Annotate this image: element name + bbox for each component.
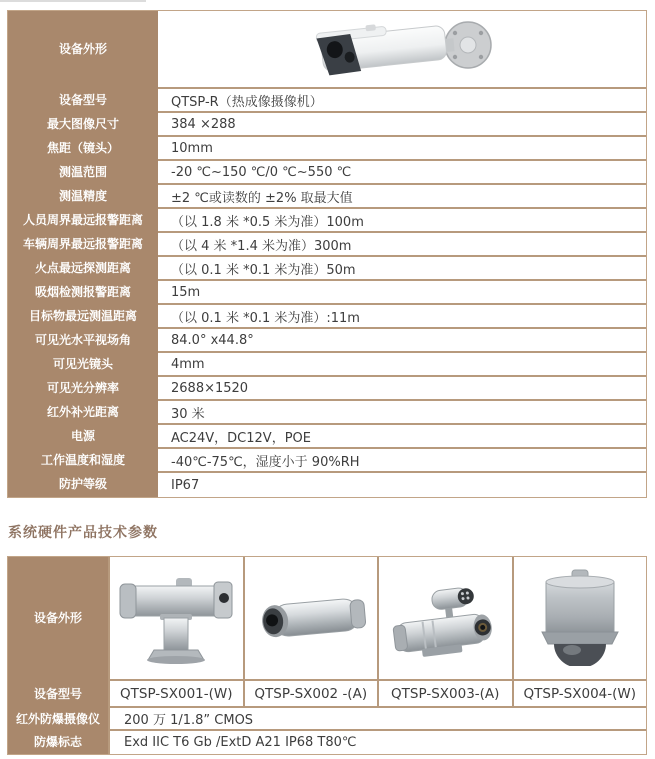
- spec-row-label: 人员周界最远报警距离: [8, 209, 158, 233]
- spec-row-value: （以 0.1 米 *0.1 米为准）50m: [158, 257, 646, 281]
- device-appearance-cell: [158, 11, 646, 89]
- hw-row-label: 红外防爆摄像仪: [8, 708, 108, 731]
- explosion-proof-dome-camera-image: [532, 566, 628, 670]
- spec-row-label: 电源: [8, 425, 158, 449]
- spec-row-value: 4mm: [158, 353, 646, 377]
- table-row: [8, 353, 646, 377]
- spec-row-label: 防护等级: [8, 473, 158, 497]
- table-row: [8, 137, 646, 161]
- hw-appearance-cell: [243, 557, 378, 681]
- table-row: [8, 425, 646, 449]
- spec-row-label: 可见光水平视场角: [8, 329, 158, 353]
- hw-appearance-cell: [108, 557, 243, 681]
- table-row: [8, 11, 646, 89]
- spec-row-label: 工作温度和湿度: [8, 449, 158, 473]
- hw-spec-value: 200 万 1/1.8” CMOS: [108, 708, 646, 731]
- spec-row-label: 目标物最远测温距离: [8, 305, 158, 329]
- hw-spec-value: Exd IIC T6 Gb /ExtD A21 IP68 T80℃: [108, 731, 646, 754]
- spec-row-value: （以 4 米 *1.4 米为准）300m: [158, 233, 646, 257]
- hw-row-label: 设备外形: [8, 557, 108, 681]
- table-row: [8, 89, 646, 113]
- hw-appearance-cell: [512, 557, 647, 681]
- table-row: [8, 305, 646, 329]
- spec-row-label: 最大图像尺寸: [8, 113, 158, 137]
- spec-row-label: 设备型号: [8, 89, 158, 113]
- hw-appearance-cell: [377, 557, 512, 681]
- explosion-proof-ir-camera-image: [389, 572, 501, 664]
- spec-row-label: 焦距（镜头）: [8, 137, 158, 161]
- table-row: [8, 257, 646, 281]
- thermal-bullet-camera-image: [304, 11, 500, 87]
- hw-model-cell: QTSP-SX001-(W): [108, 681, 243, 708]
- spec-row-value: QTSP-R（热成像摄像机）: [158, 89, 646, 113]
- spec-row-label: 设备外形: [8, 11, 158, 89]
- spec-row-value: （以 1.8 米 *0.5 米为准）100m: [158, 209, 646, 233]
- table-row: [8, 731, 646, 754]
- thermal-camera-spec-table: [7, 10, 647, 498]
- spec-row-value: IP67: [158, 473, 646, 497]
- table-row: [8, 281, 646, 305]
- spec-row-value: 15m: [158, 281, 646, 305]
- hw-model-cell: QTSP-SX002 -(A): [243, 681, 378, 708]
- explosion-proof-bullet-camera-image: [251, 578, 371, 658]
- table-row: [8, 233, 646, 257]
- table-row: [8, 473, 646, 497]
- hw-row-label: 防爆标志: [8, 731, 108, 754]
- table-row: [8, 449, 646, 473]
- hardware-products-table: [7, 556, 647, 755]
- section-heading: 系统硬件产品技术参数: [8, 525, 158, 541]
- table-row: [8, 113, 646, 137]
- spec-row-label: 吸烟检测报警距离: [8, 281, 158, 305]
- spec-row-label: 可见光分辨率: [8, 377, 158, 401]
- spec-row-label: 红外补光距离: [8, 401, 158, 425]
- spec-row-value: -20 ℃~150 ℃/0 ℃~550 ℃: [158, 161, 646, 185]
- table-row: [8, 708, 646, 731]
- table-row: [8, 401, 646, 425]
- page-top-rule: [0, 0, 146, 2]
- spec-row-value: （以 0.1 米 *0.1 米为准）:11m: [158, 305, 646, 329]
- spec-row-value: ±2 ℃或读数的 ±2% 取最大值: [158, 185, 646, 209]
- table-row: [8, 209, 646, 233]
- spec-row-label: 测温精度: [8, 185, 158, 209]
- table-row: [8, 185, 646, 209]
- spec-row-value: 10mm: [158, 137, 646, 161]
- spec-row-value: 384 ×288: [158, 113, 646, 137]
- spec-row-label: 测温范围: [8, 161, 158, 185]
- spec-row-value: 30 米: [158, 401, 646, 425]
- spec-row-label: 车辆周界最远报警距离: [8, 233, 158, 257]
- explosion-proof-ptz-camera-image: [118, 564, 234, 672]
- spec-row-label: 火点最远探测距离: [8, 257, 158, 281]
- spec-row-value: AC24V，DC12V，POE: [158, 425, 646, 449]
- spec-row-value: 84.0° x44.8°: [158, 329, 646, 353]
- table-row: [8, 377, 646, 401]
- hw-model-cell: QTSP-SX003-(A): [377, 681, 512, 708]
- spec-row-value: 2688×1520: [158, 377, 646, 401]
- table-row: [8, 161, 646, 185]
- spec-row-value: -40℃-75℃，湿度小于 90%RH: [158, 449, 646, 473]
- spec-row-label: 可见光镜头: [8, 353, 158, 377]
- hw-row-label: 设备型号: [8, 681, 108, 708]
- hw-model-cell: QTSP-SX004-(W): [512, 681, 647, 708]
- table-row: [8, 681, 646, 708]
- table-row: [8, 329, 646, 353]
- table-row: [8, 557, 646, 681]
